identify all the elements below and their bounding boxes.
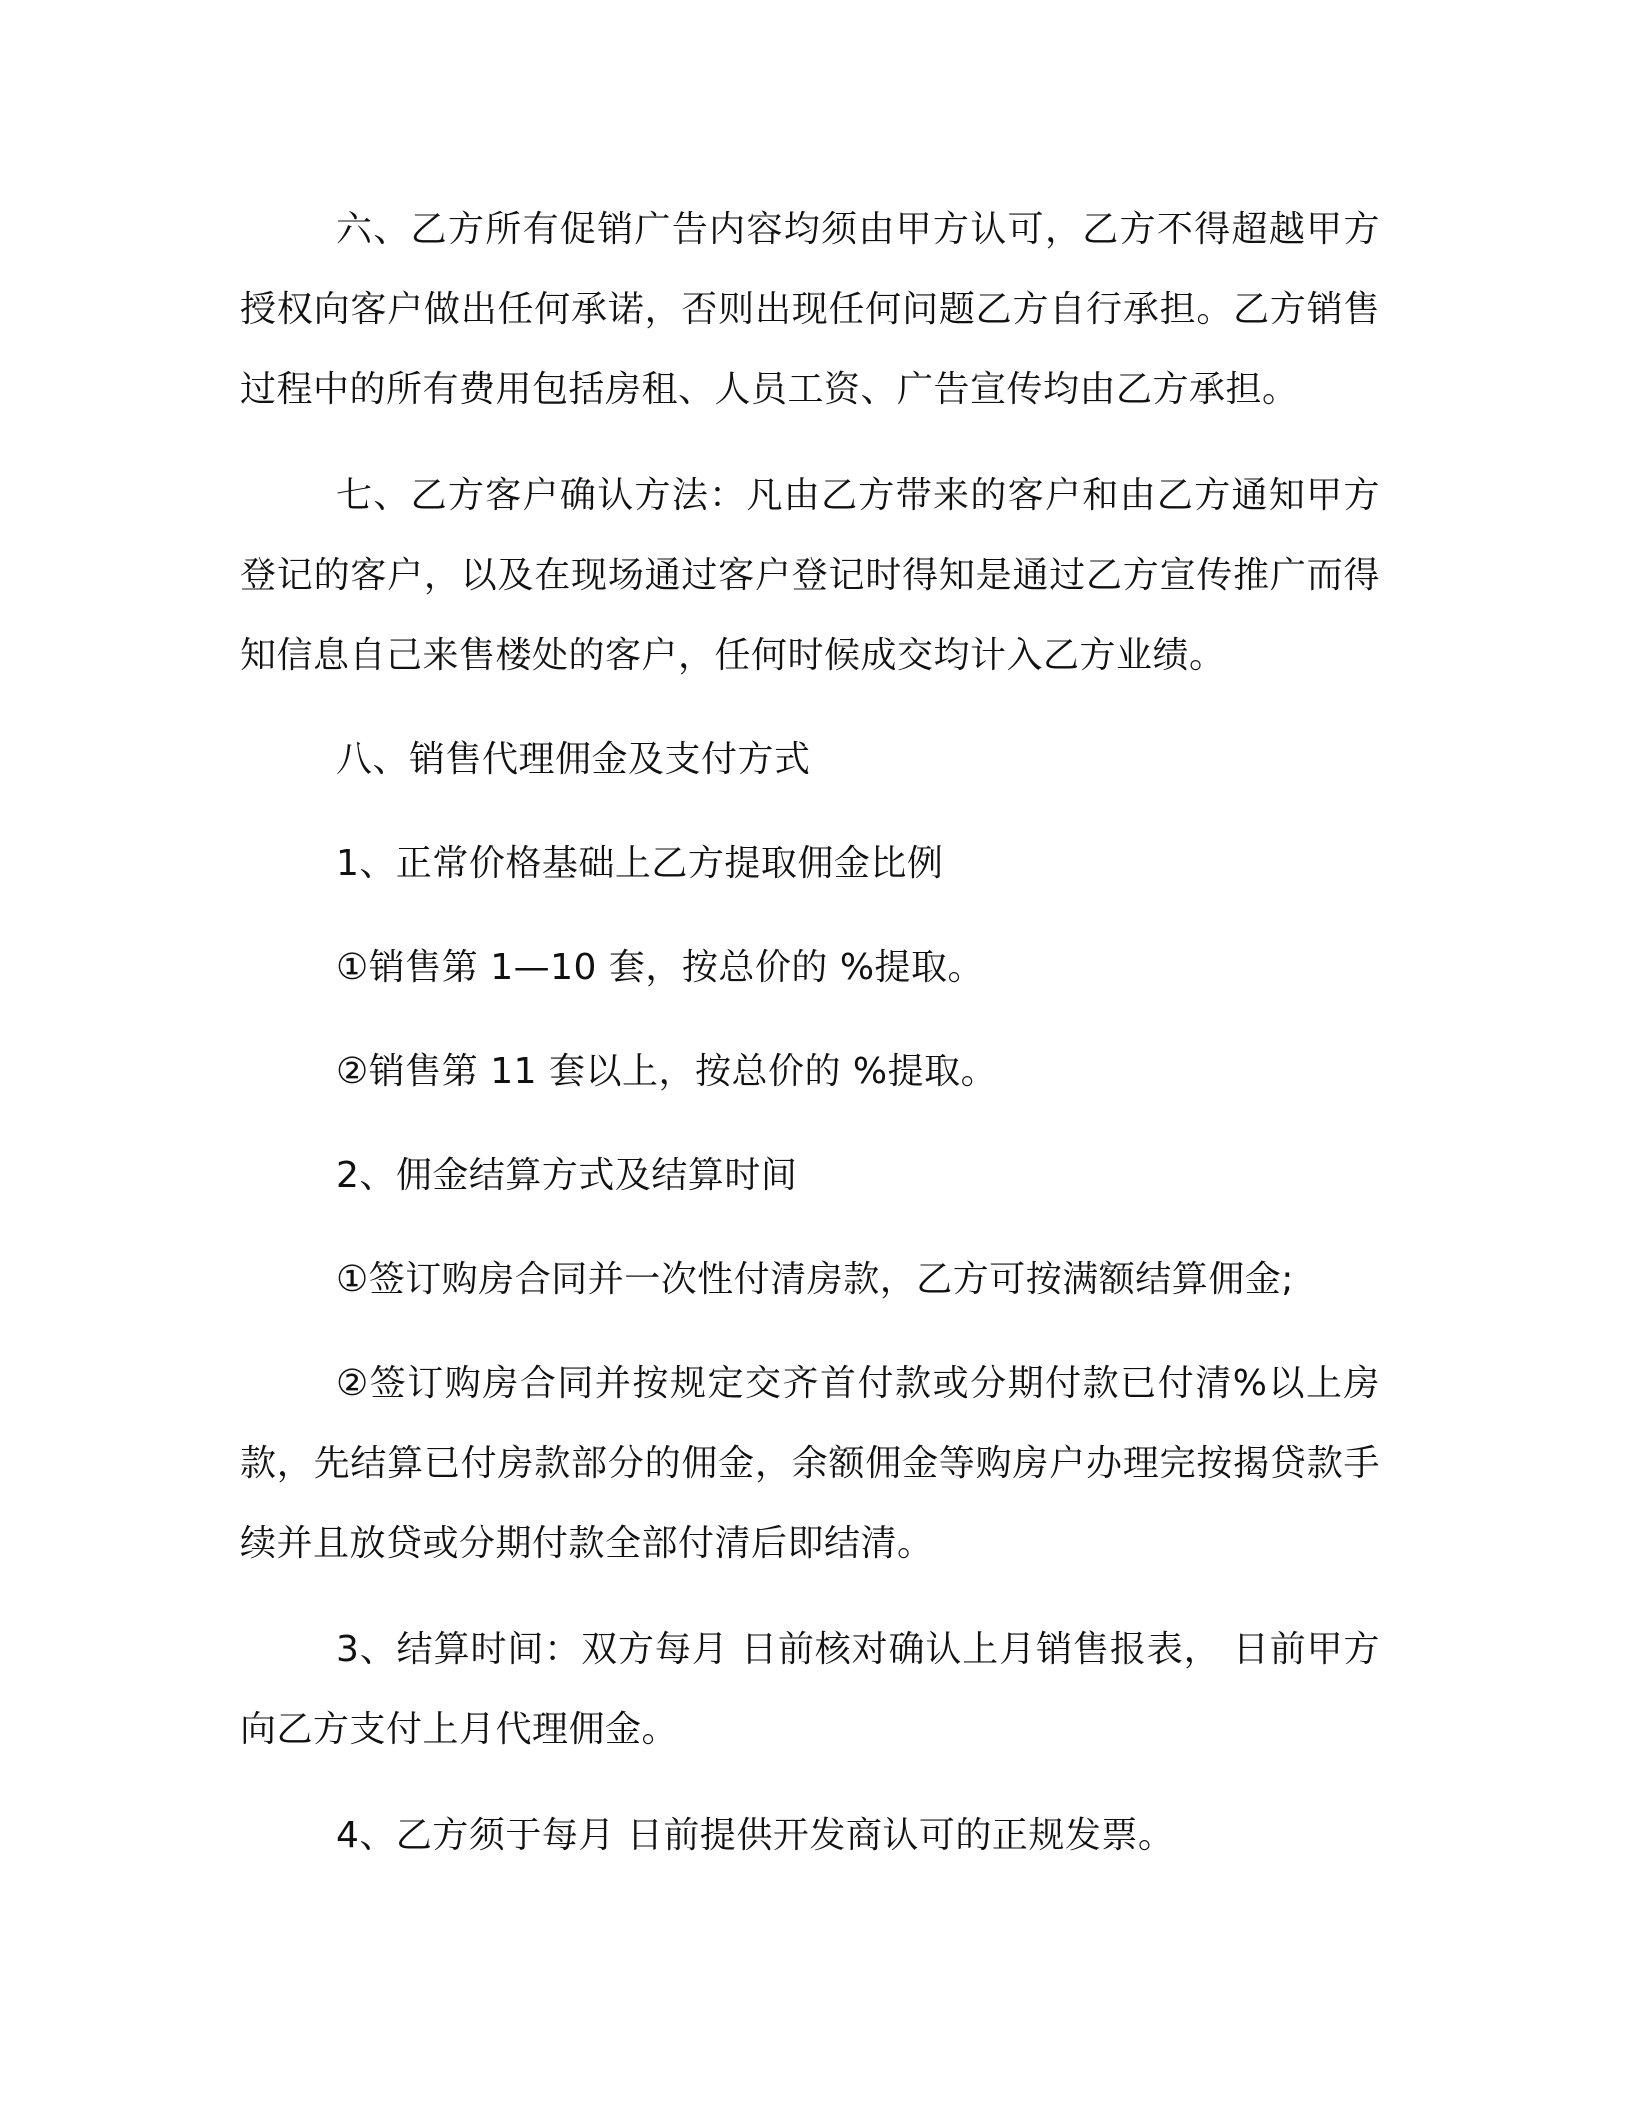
settlement-installment: ②签订购房合同并按规定交齐首付款或分期付款已付清%以上房款，先结算已付房款部分的佣金，余额佣金等购房户办理完按揭贷款手续并且放贷或分期付款全部付清后即结清。 <box>240 1363 1380 1564</box>
commission-ratio-heading: 1、正常价格基础上乙方提取佣金比例 <box>336 843 944 884</box>
settlement-time: 3、结算时间：双方每月 日前核对确认上月销售报表， 日前甲方向乙方支付上月代理佣金。 <box>240 1629 1380 1750</box>
settlement-full-payment: ①签订购房合同并一次性付清房款，乙方可按满额结算佣金; <box>336 1259 1294 1300</box>
clause-7-paragraph: 七、乙方客户确认方法：凡由乙方带来的客户和由乙方通知甲方登记的客户，以及在现场通过客户登记时得知是通过乙方宣传推广而得知信息自己来售楼处的客户，任何时候成交均计入乙方业绩。 <box>240 475 1380 676</box>
document-body <box>240 190 1380 1876</box>
clause-6-paragraph: 六、乙方所有促销广告内容均须由甲方认可，乙方不得超越甲方授权向客户做出任何承诺，否则出现任何问题乙方自行承担。乙方销售过程中的所有费用包括房租、人员工资、广告宣传均由乙方承担。 <box>240 209 1380 410</box>
clause-8-heading: 八、销售代理佣金及支付方式 <box>336 739 811 780</box>
invoice-requirement: 4、乙方须于每月 日前提供开发商认可的正规发票。 <box>336 1815 1175 1856</box>
settlement-method-heading: 2、佣金结算方式及结算时间 <box>336 1155 798 1196</box>
commission-tier-1: ①销售第 1—10 套，按总价的 %提取。 <box>336 947 985 988</box>
commission-tier-2: ②销售第 11 套以上，按总价的 %提取。 <box>336 1051 998 1092</box>
